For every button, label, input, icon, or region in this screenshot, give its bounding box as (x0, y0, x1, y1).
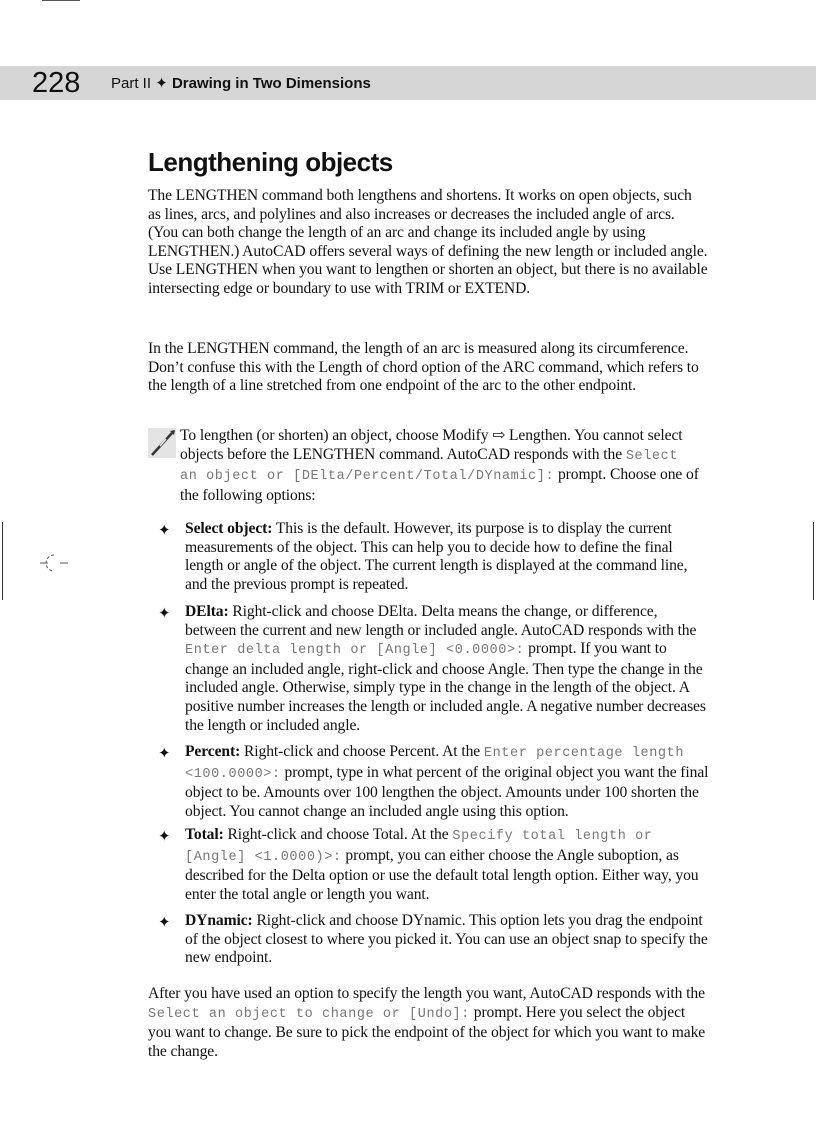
section-heading: Lengthening objects (148, 147, 393, 177)
list-item (185, 603, 710, 735)
crop-mark (813, 522, 814, 600)
part-label: Part II (111, 75, 152, 92)
option-name: Select object: (185, 520, 273, 537)
bullet-icon: ✦ (158, 523, 171, 539)
text-run: In the LENGTHEN command, the length of an arc is measured along its circumference. Don’t confuse this with the Length of chord option of the ARC command, which refers to the length of a line stretched from one endpoint of the arc to the other endpoint. (148, 340, 699, 395)
paragraph (148, 985, 708, 1061)
command-prompt: Specify total length or [Angle] <1.0000)>: (185, 829, 653, 865)
option-name: Percent: (185, 743, 241, 760)
text-run: Right-click and choose Total. At the (223, 826, 453, 843)
text-run: prompt, you can either choose the Angle suboption, as described for the Delta option or use the default total length option. Either way, you enter the total angle or length you want. (185, 846, 699, 903)
running-header (0, 66, 816, 100)
list-item (185, 743, 710, 821)
text-run: prompt, type in what percent of the original object you want the final object to be. Amounts over 100 lengthen the object. Amounts under 100 shorten the object. You cannot change an included angle using this option. (185, 763, 709, 820)
command-prompt: Select an object to change or [Undo]: (148, 1006, 470, 1022)
command-prompt: Enter delta length or [Angle] <0.0000>: (185, 643, 525, 659)
diamond-icon: ✦ (155, 75, 168, 92)
section-title: Drawing in Two Dimensions (171, 75, 371, 92)
text-run: prompt. If you want to change an included angle, right-click and choose Angle. Then type the change in the included angle. Otherwise, simply type in the change in the length of the object. A positive number increases the length or included angle. A negative number decreases the length or included angle. (185, 640, 706, 734)
running-header-text (111, 74, 371, 92)
text-run: The LENGTHEN command both lengthens and shortens. It works on open objects, such as lines, arcs, and polylines and also increases or decreases the included angle of arcs. (You can both change the length of an arc and change its included angle by using LENGTHEN.) AutoCAD offers several ways of defining the new length or included angle. Use LENGTHEN when you want to lengthen or shorten an object, but there is no available intersecting edge or boundary to use with TRIM or EXTEND. (148, 187, 708, 297)
list-item (185, 912, 710, 968)
list-item (185, 520, 710, 594)
bullet-icon: ✦ (158, 915, 171, 931)
registration-mark-icon (30, 552, 80, 574)
text-run: prompt. Choose one of the following options: (180, 466, 699, 504)
note-paragraph (180, 427, 700, 505)
crop-mark (2, 522, 3, 600)
top-rule (42, 0, 80, 1)
text-run: After you have used an option to specify the length you want, AutoCAD responds with the (148, 985, 705, 1002)
text-run: To lengthen (or shorten) an object, choose Modify ⇨ Lengthen. You cannot select objects before the LENGTHEN command. AutoCAD responds with the (180, 427, 683, 463)
page-number: 228 (32, 67, 81, 99)
text-run: Right-click and choose DElta. Delta means the change, or difference, between the current and new length or included angle. AutoCAD responds with the (185, 603, 697, 639)
text-run: prompt. Here you select the object you want to change. Be sure to pick the endpoint of the object for which you want to make the change. (148, 1003, 706, 1060)
text-run: Right-click and choose Percent. At the (240, 743, 484, 760)
toolbar-button-lengthen-icon (148, 428, 176, 458)
bullet-icon: ✦ (158, 746, 171, 762)
list-item (185, 826, 710, 904)
command-prompt: Enter percentage length <100.0000>: (185, 746, 685, 782)
text-run: Right-click and choose DYnamic. This option lets you drag the endpoint of the object closest to where you picked it. You can use an object snap to specify the new endpoint. (185, 912, 708, 967)
bullet-icon: ✦ (158, 606, 171, 622)
option-name: DYnamic: (185, 912, 253, 929)
option-name: DElta: (185, 603, 229, 620)
paragraph (148, 187, 708, 299)
command-prompt: Select an object or [DElta/Percent/Total/DYnamic]: (180, 448, 679, 485)
bullet-icon: ✦ (158, 829, 171, 845)
option-name: Total: (185, 826, 224, 843)
text-run: This is the default. However, its purpose is to display the current measurements of the object. This can help you to decide how to define the final length or angle of the object. The current length is displayed at the command line, and the previous prompt is repeated. (185, 520, 688, 593)
paragraph (148, 340, 708, 396)
